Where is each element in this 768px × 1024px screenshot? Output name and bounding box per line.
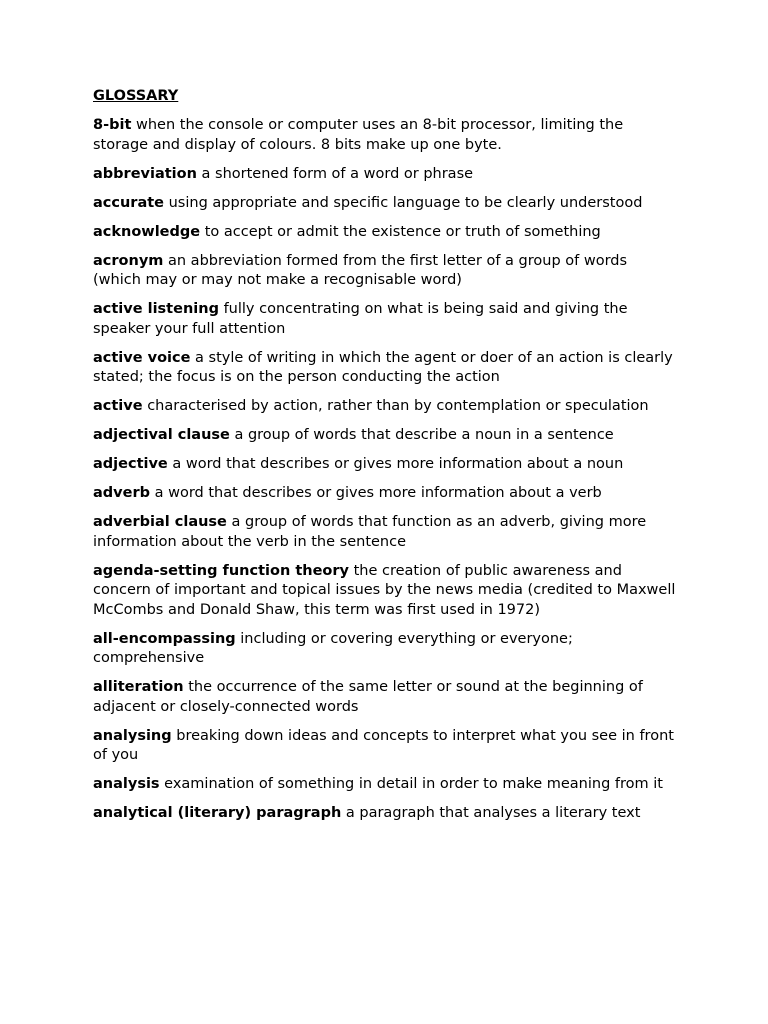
glossary-term: analysing [93,727,172,744]
glossary-term: adverbial clause [93,514,227,530]
glossary-definition: a group of words that describe a noun in a sentence [234,427,614,443]
glossary-entry [93,455,677,475]
glossary-term: adverb [93,485,150,501]
glossary-entry [93,630,677,669]
glossary-definition: examination of something in detail in order to make meaning from it [164,776,663,792]
glossary-entry [93,727,677,766]
glossary-definition: the occurrence of the same letter or sound at the beginning of adjacent or closely-connected words [93,679,643,715]
glossary-term: acronym [93,252,164,269]
glossary-definition: an abbreviation formed from the first letter of a group of words (which may or may not make a recognisable word) [93,252,628,288]
glossary-entry [93,562,677,621]
glossary-entry [93,804,677,824]
glossary-definition: the creation of public awareness and concern of important and topical issues by the news media (credited to Maxwell McCombs and Donald Shaw, this term was first used in 1972) [93,562,676,618]
glossary-term: abbreviation [93,165,197,182]
glossary-term: analytical (literary) paragraph [93,805,342,821]
glossary-entry [93,484,677,504]
document-page [93,86,677,833]
glossary-entry [93,300,677,339]
glossary-entry [93,775,677,795]
glossary-definition: including or covering everything or everyone; comprehensive [93,630,573,666]
glossary-definition: a word that describes or gives more information about a verb [154,485,602,501]
glossary-definition: characterised by action, rather than by contemplation or speculation [147,398,649,414]
glossary-entry [93,223,677,243]
glossary-term: alliteration [93,679,184,695]
glossary-term: all-encompassing [93,630,236,647]
glossary-entry [93,397,677,417]
glossary-definition: breaking down ideas and concepts to interpret what you see in front of you [93,727,674,763]
glossary-term: active [93,398,143,414]
glossary-entry [93,349,677,388]
page-title: GLOSSARY [93,88,179,104]
glossary-definition: fully concentrating on what is being said and giving the speaker your full attention [93,301,628,337]
glossary-entry [93,165,677,185]
glossary-definition: to accept or admit the existence or truth of something [204,223,601,240]
glossary-entry [93,194,677,214]
glossary-definition: a style of writing in which the agent or doer of an action is clearly stated; the focus is on the person conducting the action [93,349,673,385]
glossary-term: accurate [93,194,164,211]
glossary-entry [93,252,677,291]
glossary-term: active voice [93,349,191,366]
glossary-definition: a paragraph that analyses a literary text [345,805,641,821]
glossary-entry [93,116,677,155]
glossary-definition: a shortened form of a word or phrase [201,165,474,182]
glossary-definition: when the console or computer uses an 8-bit processor, limiting the storage and display of colours. 8 bits make up one byte. [93,117,624,153]
glossary-term: active listening [93,301,219,317]
glossary-definition: a group of words that function as an adverb, giving more information about the verb in the sentence [93,514,647,550]
glossary-term: adjectival clause [93,427,230,443]
glossary-definition: a word that describes or gives more information about a noun [172,456,624,472]
glossary-definition: using appropriate and specific language to be clearly understood [168,194,643,211]
glossary-entry [93,513,677,552]
glossary-entry [93,426,677,446]
glossary-term: analysis [93,776,160,792]
glossary-term: agenda-setting function theory [93,562,349,579]
glossary-entry [93,678,677,717]
glossary-term: adjective [93,456,168,472]
glossary-term: 8-bit [93,117,132,133]
glossary-term: acknowledge [93,223,201,240]
